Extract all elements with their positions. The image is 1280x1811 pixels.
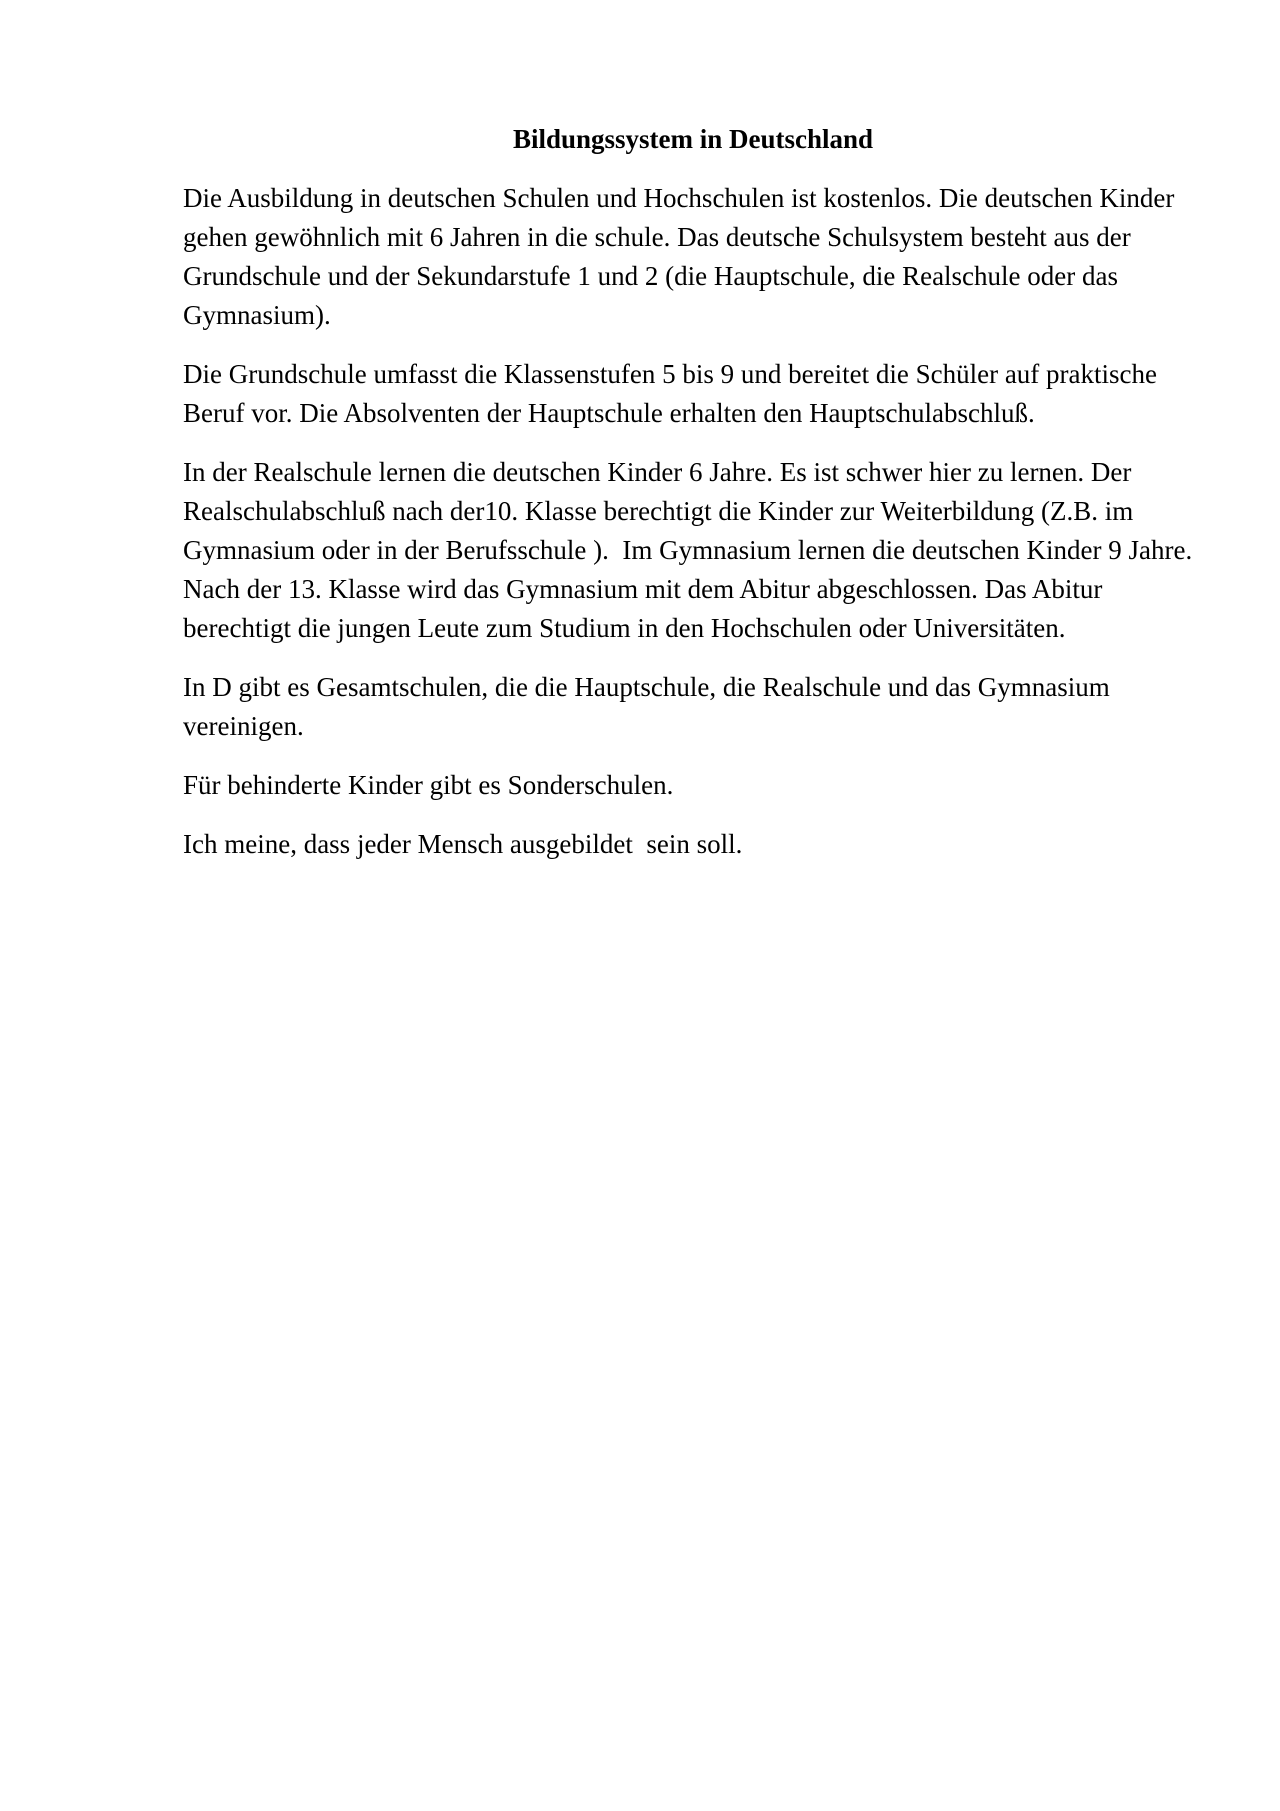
paragraph-sonderschulen: Für behinderte Kinder gibt es Sonderschulen.	[183, 770, 674, 800]
paragraph-intro: Die Ausbildung in deutschen Schulen und Hochschulen ist kostenlos. Die deutschen Kinder gehen gewöhnlich mit 6 Jahren in die schule. Das deutsche Schulsystem besteht aus der Grundschule und der Sekundarstufe 1 und 2 (die Hauptschule, die Realschule oder das Gymnasium).	[183, 183, 1182, 330]
paragraph-gesamtschulen: In D gibt es Gesamtschulen, die die Hauptschule, die Realschule und das Gymnasium vereinigen.	[183, 672, 1117, 741]
paragraph-realschule-gymnasium: In der Realschule lernen die deutschen Kinder 6 Jahre. Es ist schwer hier zu lernen. Der Realschulabschluß nach der10. Klasse berechtigt die Kinder zur Weiterbildung (Z.B. im Gymnasium oder in der Berufsschule ). Im Gymnasium lernen die deutschen Kinder 9 Jahre. Nach der 13. Klasse wird das Gymnasium mit dem Abitur abgeschlossen. Das Abitur berechtigt die jungen Leute zum Studium in den Hochschulen oder Universitäten.	[183, 457, 1199, 643]
document-body	[183, 121, 1203, 884]
paragraph-grundschule: Die Grundschule umfasst die Klassenstufen 5 bis 9 und bereitet die Schüler auf praktische Beruf vor. Die Absolventen der Hauptschule erhalten den Hauptschulabschluß.	[183, 359, 1164, 428]
document-title: Bildungssystem in Deutschland	[512, 124, 874, 154]
paragraph-conclusion: Ich meine, dass jeder Mensch ausgebildet sein soll.	[183, 829, 743, 859]
